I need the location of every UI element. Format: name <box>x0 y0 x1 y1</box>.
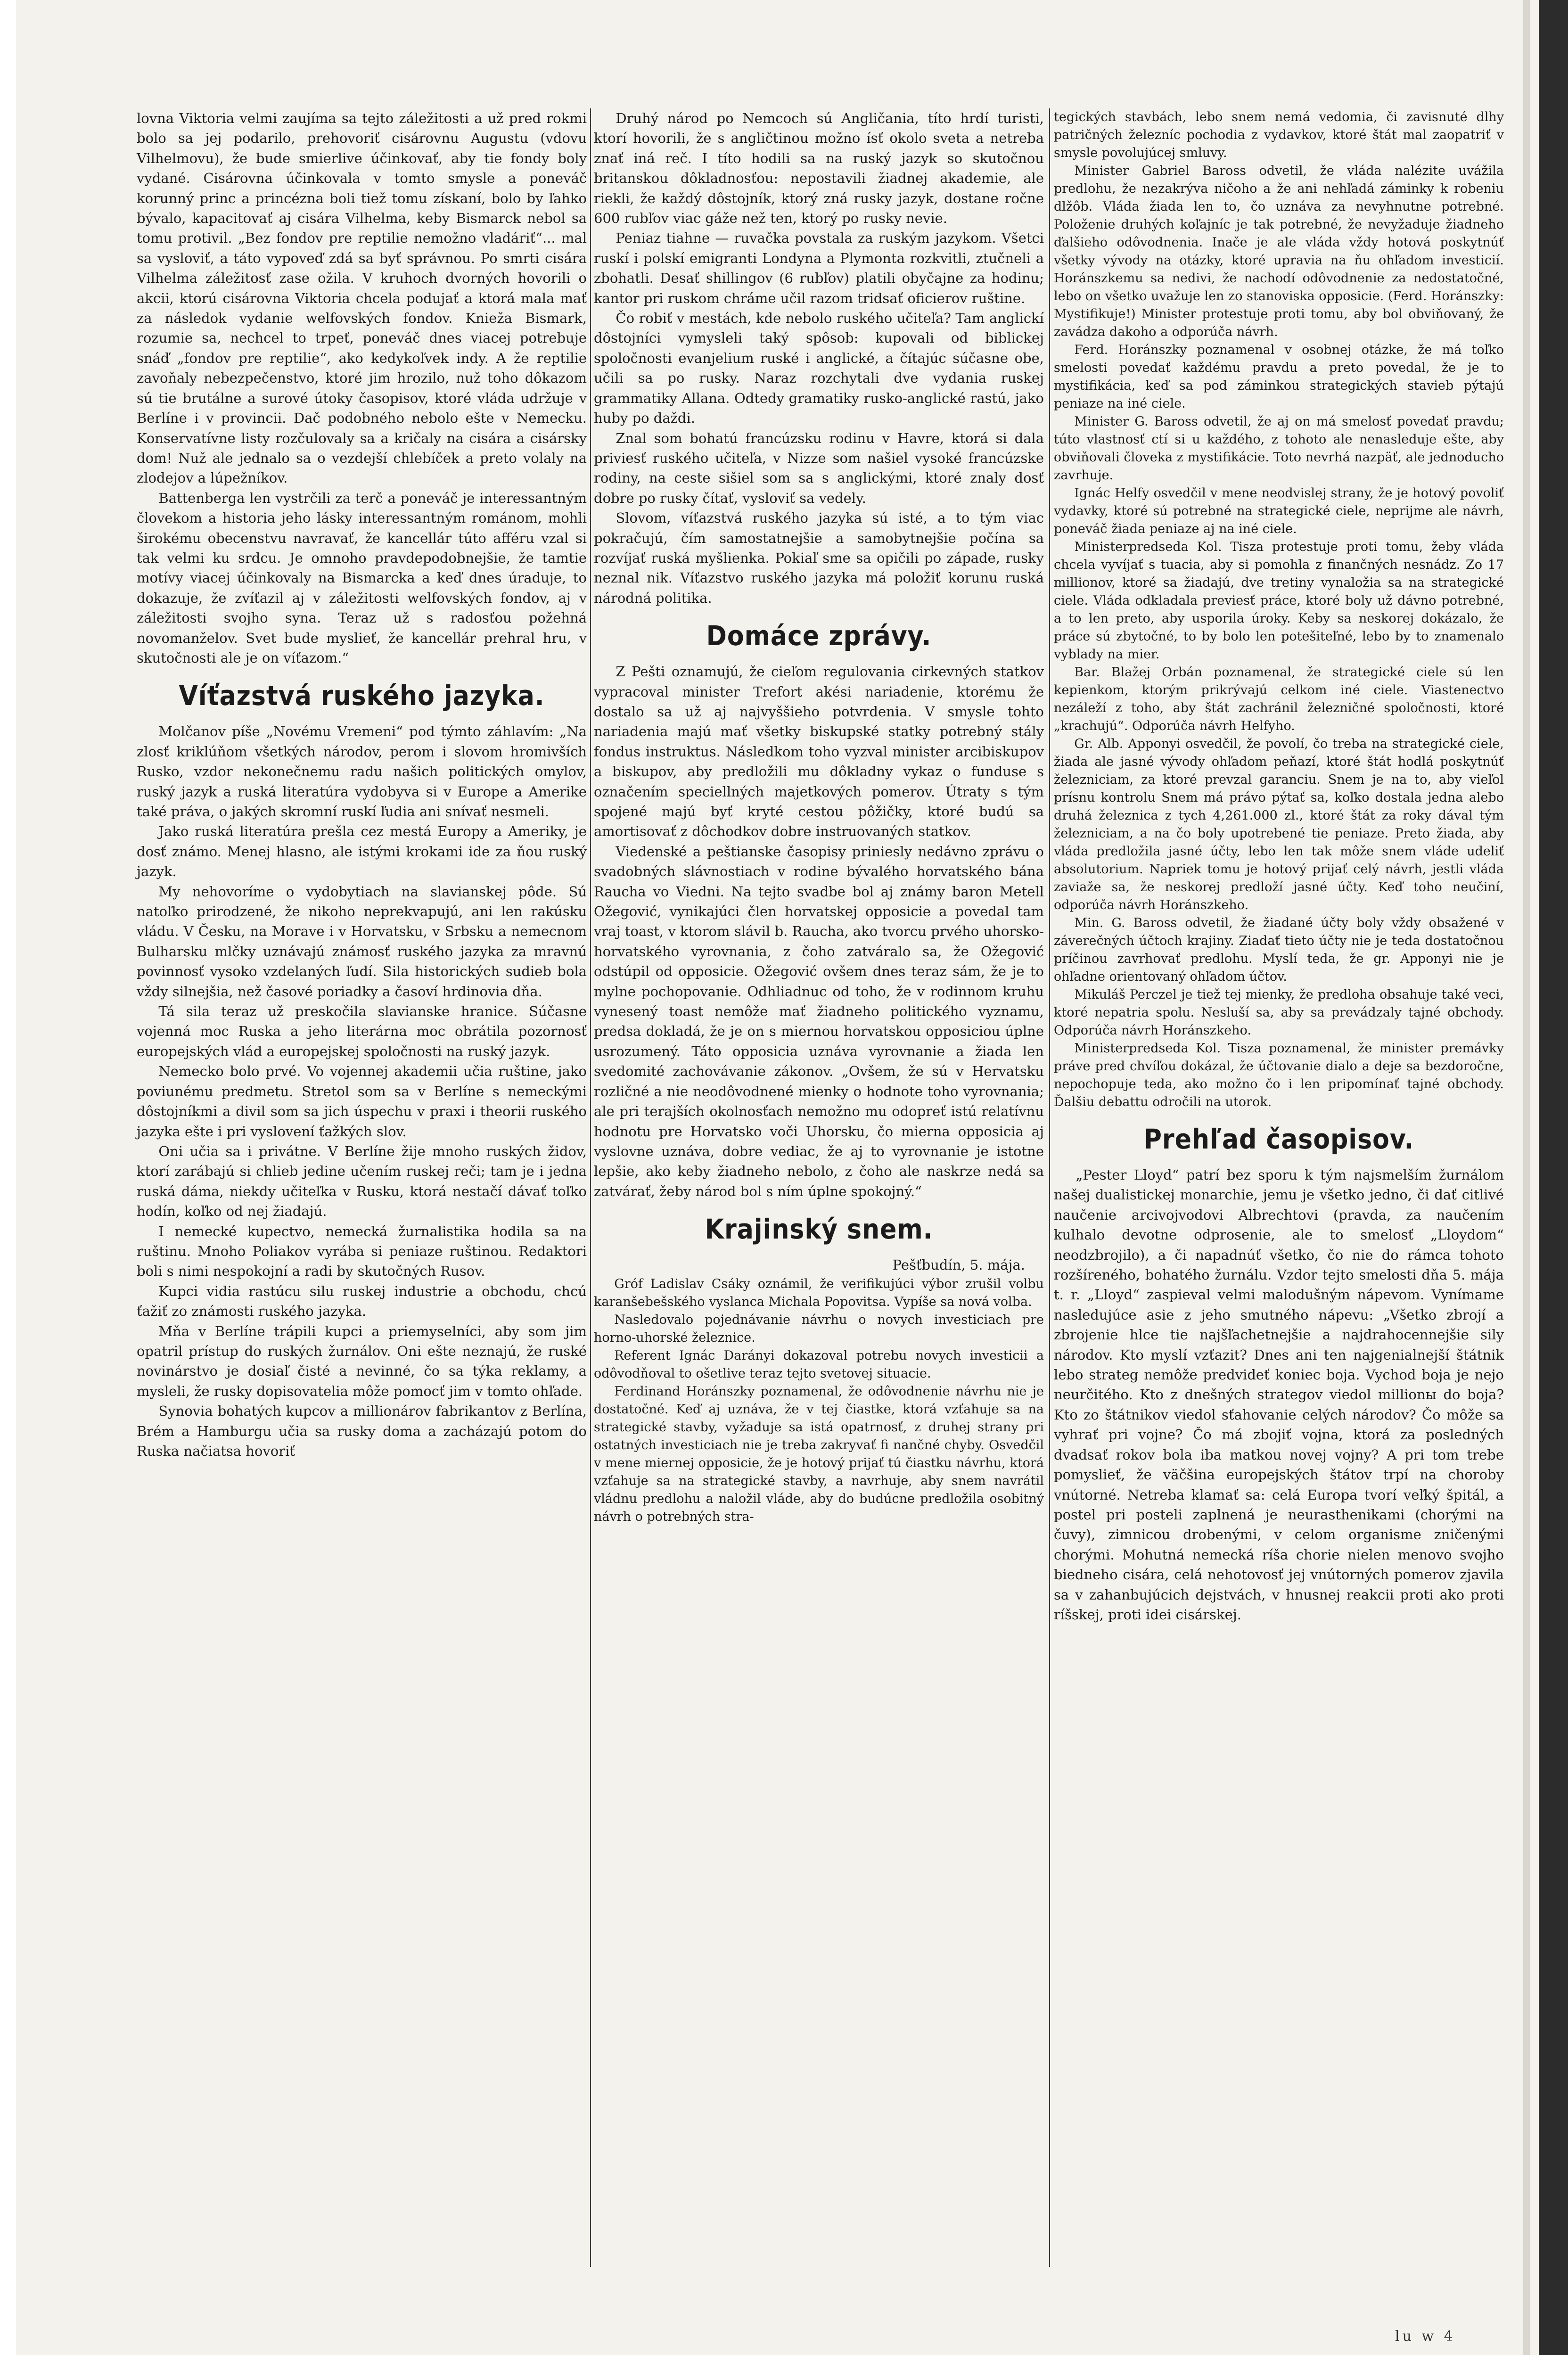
paragraph: Synovia bohatých kupcov a millionárov fabrikantov z Berlína, Brém a Hamburgu učia sa rusky doma a zacházajú potom do Ruska načiatsa hovoriť <box>137 1403 587 1459</box>
paragraph: Mikuláš Perczel je tiež tej mienky, že predloha obsahuje také veci, ktoré nepatria spolu. Nesluší sa, aby sa prevádzaly tajné obchody. Odporúča návrh Horánszkeho. <box>1054 987 1504 1038</box>
paragraph: Minister G. Baross odvetil, že aj on má smelosť povedať pravdu; túto vlastnosť ctí si u každého, z tohoto ale nenasleduje ešte, aby obviňovali človeka z mystifikácie. Toto nevrhá nazpäť, ale jednoducho zavrhuje. <box>1054 414 1504 483</box>
column-rule <box>1049 108 1050 2267</box>
column-3 <box>1054 108 1504 1625</box>
paragraph: Z Pešti oznamujú, že cieľom regulovania cirkevných statkov vypracoval minister Trefort akési nariadenie, ktorému že dostalo sa už aj najvyššieho potvrdenia. V smysle tohto nariadenia majú mať všetky biskupské statky potrebný stály fondus instruktus. Následkom toho vyzval minister arcibiskupov a biskupov, aby predložili mu dôkladny vykaz o funduse s označením speciellných majetkových pomerov. Útraty s tým spojené majú byť kryté cestou pôžičky, ktoré budú sa amortisovať z dôchodkov dobre instruovaných statkov. <box>594 664 1044 840</box>
scan-right-edge <box>1539 0 1568 2355</box>
paragraph: I nemecké kupectvo, nemecká žurnalistika hodila sa na ruštinu. Mnoho Poliakov vyrába si peniaze ruštinou. Redaktori boli s nimi nespokojní a radi by skutočných Rusov. <box>137 1223 587 1280</box>
section-heading: Krajinský snem. <box>705 1213 933 1246</box>
paragraph: Ignác Helfy osvedčil v mene neodvislej strany, že je hotový povoliť vydavky, ktoré sú potrebné na strategické ciele, neprijme ale návrh, poneváč žiada peniaze aj na iné ciele. <box>1054 486 1504 536</box>
paragraph: Tá sila teraz už preskočila slavianske hranice. Súčasne vojenná moc Ruska a jeho literárna moc obrátila pozornosť europejských vlád a europejskej spoločnosti na ruský jazyk. <box>137 1003 587 1059</box>
paragraph: Gr. Alb. Apponyi osvedčil, že povolí, čo treba na strategické ciele, žiada ale jasné vývody ohľadom peňazí, ktoré štát hodlá poskytnúť železniciam, za ktoré prevzal garanciu. Snem je na to, aby vieľol prísnu kontrolu Snem má právo pýtať sa, koľko dostala jedna alebo druhá železnica z tych 4,261.000 zl., ktoré štát za roky dával tým železniciam, a na čo boly upotrebené tie peniaze. Preto žiada, aby vláda predložila jasné účty, lebo len tak môže snem vláde udeliť absolutorium. Napriek tomu je hotový prijať celý návrh, jestli vláda zaviaže sa, že neskorej predloží jasné účty. Keď toho neučiní, odporúča návrh Horánszkeho. <box>1054 737 1504 912</box>
paragraph: Peniaz tiahne — ruvačka povstala za ruským jazykom. Všetci ruskí i polskí emigranti Londyna a Plymonta rozkvitli, ztučneli a zbohatli. Desať shillingov (6 rubľov) platili obyčajne za hodinu; kantor pri ruskom chráme učil razom tridsať oficierov ruštine. <box>594 230 1044 306</box>
section-heading: Domáce zprávy. <box>706 620 932 652</box>
paragraph: Min. G. Baross odvetil, že žiadané účty boly vždy obsažené v záverečných účtoch krajiny. Ziadať tieto účty nie je teda dostatočnou príčinou zavrhovať predlohu. Myslí teda, že gr. Apponyi nie je ohľadne orientovaný ohľadom účtov. <box>1054 916 1504 984</box>
dateline: Pešťbudín, 5. mája. <box>892 1257 1025 1273</box>
paragraph: Znal som bohatú francúzsku rodinu v Havre, ktorá si dala priviesť ruského učiteľa, v Nizze som našiel vysoké francúzske rodiny, na ceste sišiel som sa s anglickými, ktoré znaly dosť dobre po rusky čítať, vysloviť sa vedely. <box>594 430 1044 506</box>
paragraph: Viedenské a peštianske časopisy priniesly nedávno zprávu o svadobných slávnostiach v rodine bývalého horvatského bána Raucha vo Viedni. Na tejto svadbe bol aj známy baron Metell Ožegović, vynikajúci člen horvatskej opposicie a povedal tam vraj toast, v ktorom slávil b. Raucha, ako tvorcu prvého uhorsko-horvatského vyrovnania, z čoho zatváralo sa, že Ožegović odstúpil od opposicie. Ožegović ovšem dnes teraz sám, že je to mylne pochopovanie. Odhliadnuc od toho, že v rodinnom kruhu vynesený toast nemôže mať žiadneho politického vyznamu, predsa dokladá, že je on s miernou horvatskou opposiciou úplne usrozumený. Táto opposicia uznáva vyrovnanie a žiada len svedomité zachovávanie zákonov. „Ovšem, že sú v Hervatsku rozličné a nie neodôvodnené mienky o hodnote toho vyrovnania; ale pri terajších okolnosťach nemožno mu odopreť istú relatívnu hodnotu pre Horvatsko voči Uhorsku, čo mierna opposicia aj vyslovne uznáva, dobre vediac, že aj to vyrovnanie je istotne lepšie, ako keby žiadneho nebolo, z čoho ale naskrze nedá sa zatvárať, žeby národ bol s ním úplne spokojný.“ <box>594 843 1044 1199</box>
paragraph: Ministerpredseda Kol. Tisza poznamenal, že minister premávky práve pred chvíľou dokázal, že účtovanie dialo a deje sa bezdoročne, nepochopuje teda, ako možno čo i len pripomínať tajné obchody. Ďalšiu debattu odročili na utorok. <box>1054 1041 1504 1109</box>
paragraph: Kupci vidia rastúcu silu ruskej industrie a obchodu, chcú ťažiť zo známosti ruského jazyka. <box>137 1283 587 1320</box>
paragraph: „Pester Lloyd“ patrí bez sporu k tým najsmelším žurnálom našej dualistickej monarchie, jemu je všetko jedno, či dať citlivé naučenie arcivojvodovi Albrechtovi (pravda, za naučením kulhalo devotne odprosenie, ale to smelosť „Lloydom“ neodzbrojilo), a či napadnúť všetko, čo nie do rámca tohoto rozšíreného, bohatého žurnálu. Vzdor tejto smelosti dňa 5. mája t. r. „Lloyd“ zaspieval velmi malodušným nápevom. Vynímame nasledujúce asie z jeho smutného nápevu: „Všetko zbrojí a zbrojenie hlce tie najšľachetnejšie a najdrahocennejšie sily národov. Kto myslí vzťazit? Dnes ani ten najgenialnejší štátnik lebo strateg nemôže predvideť koniec boja. Vychod boja je nejo neurčitého. Kto z dnešných strategov viedol millionы do boja? Kto zo štátnikov viedol sťahovanie celých národov? Čo môže sa vyhrať pri vojne? Čo má zbojiť vojna, ktorá za posledných dvadsať rokov bola iba matkou novej vojny? A pri tom trebe pomyslieť, že väčšina europejských štátov trpí na choroby vnútorné. Netreba klamať sa: celá Europa tvorí veľký špitál, a postel pri posteli zaplnená je neurasthenikami (chorými na čuvy), zimnicou drobenými, v celom organisme zničenými chorými. Mohutná nemecká ríša chorie nielen menovo svojho biedneho cisára, celá nehotovosť jej vnútorných pomerov zjavila sa v zahanbujúcich dejstvách, v hnusnej reakcii proti ako proti ríšskej, proti idei cisárskej. <box>1054 1167 1504 1623</box>
paragraph: Molčanov píše „Novému Vremeni“ pod týmto záhlavím: „Na zlosť kriklúňom všetkých národov, perom i slovom hromivších Rusko, vzdor nekonečnemu radu našich politických omylov, ruský jazyk a ruská literatúra vydobyva si v Europe a Amerike také práva, o jakých skromní ruskí ľudia ani snívať nesmeli. <box>137 723 587 820</box>
paragraph: Jako ruská literatúra prešla cez mestá Europy a Ameriky, je dosť známo. Menej hlasno, ale istými krokami ide za ňou ruský jazyk. <box>137 823 587 880</box>
paragraph: Oni učia sa i privátne. V Berlíne žije mnoho ruských židov, ktorí zarábajú si chlieb jedine učením ruskej reči; tam je i jedna ruská dáma, niekdy učiteľka v Rusku, ktorá nestačí dávať toľko hodín, koľko od nej žiadajú. <box>137 1143 587 1220</box>
paragraph: Ferd. Horánszky poznamenal v osobnej otázke, že má toľko smelosti povedať každému pravdu a preto povedal, že je to mystifikácia, keď sa pod záminkou strategických stavieb pýtajú peniaze na iné ciele. <box>1054 343 1504 411</box>
paragraph: lovna Viktoria velmi zaujíma sa tejto záležitosti a už pred rokmi bolo sa jej podarilo, prehovoriť cisárovnu Augustu (vdovu Vilhelmovu), že bude smierlive účinkovať, aby tie fondy boly vydané. Cisárovna účinkovala v tomto smysle a poneváč korunný princ a princézna boli tiež tomu získaní, bolo by ľahko bývalo, kapacitovať aj cisára Vilhelma, keby Bismarck nebol sa tomu protivil. „Bez fondov pre reptilie nemožno vladáriť“... mal sa vysloviť, a táto vypoveď zdá sa byť správnou. Po smrti cisára Vilhelma záležitosť zase ožila. V kruhoch dvorných hovorili o akcii, ktorú cisárovna Viktoria chcela podujať a ktorá mala mať za následok vydanie welfovských fondov. Knieža Bismark, rozumie sa, nechcel to trpeť, poneváč dnes viacej potrebuje snáď „fondov pre reptilie“, ako kedykoľvek indy. A že reptilie zavoňaly nebezpečenstvo, ktoré jim hrozilo, nuž toho dôkazom sú tie brutálne a surové útoky časopisov, ktoré vláda udržuje v Berlíne i v provincii. Dač podobného nebolo ešte v Nemecku. Konservatívne listy rozčulovaly sa a kričaly na cisára a cisársky dom! Nuž ale jednalo sa o vezdejší chlebíček a preto volaly na zlodejov a lúpežníkov. <box>137 110 587 486</box>
paragraph: Čo robiť v mestách, kde nebolo ruského učiteľa? Tam anglickí dôstojníci vymysleli taký spôsob: kupovali od biblickej spoločnosti evanjelium ruské i anglické, a čítajúc súčasne obe, učili sa po rusky. Naraz rozchytali dve vydania ruskej grammatiky Allana. Odtedy gramatiky rusko-anglické rastú, jako huby po daždi. <box>594 310 1044 427</box>
paragraph: Referent Ignác Darányi dokazoval potrebu novych investicii a odôvodňoval to ošetlive teraz tejto svetovej situacie. <box>594 1348 1044 1381</box>
scan-left-margin <box>0 0 16 2355</box>
column-2 <box>594 108 1044 1526</box>
paragraph: Gróf Ladislav Csáky oznámil, že verifikujúci výbor zrušil volbu karanšebešského vyslanca Michala Popovitsa. Vypíše sa nová volba. <box>594 1276 1044 1309</box>
page-footer-mark: lu w 4 <box>1395 2328 1456 2345</box>
paragraph: Minister Gabriel Baross odvetil, že vláda nalézite uvážila predlohu, že nezakrýva ničoho a že ani nehľadá záminky k robeniu dlžôb. Vláda žiada len to, čo uznáva za nevyhnutne potrebné. Položenie druhých koľajníc je tak potrebné, že nevyžaduje žiadneho ďalšieho odôvodnenia. Inače je ale vláda vždy hotová poskytnúť všetky vývody na otázky, ktoré upravia na ňu ohľadom investicií. Horánszkemu sa nedivi, že nachodí odôvodnenie za nedostatočné, lebo on všetko uvažuje len zo stanoviska opposicie. (Ferd. Horánszky: Mystifikuje!) Minister protestuje proti tomu, aby bol obviňovaný, že zavádza dakoho a odporúča návrh. <box>1054 164 1504 339</box>
paragraph: Battenberga len vystrčili za terč a poneváč je interessantným človekom a historia jeho lásky interessantným románom, mohli širokému obecenstvu navravať, že kancellár túto afféru vzal si tak velmi ku srdcu. Je omnoho pravdepodobnejšie, že tamtie motívy viacej účinkovaly na Bismarcka a keď dnes úradujе, to dokazuje, že zvíťazil aj v záležitosti welfovských fondov, aj v záležitosti svojho syna. Teraz už s radosťou požehná novomanželov. Svet bude myslieť, že kancellár prehral hru, v skutočnosti ale je on víťazom.“ <box>137 490 587 666</box>
scan-right-fold <box>1523 0 1530 2355</box>
article-heading: Víťazstvá ruského jazyka. <box>179 680 545 712</box>
paragraph: Druhý národ po Nemcoch sú Angličania, títo hrdí turisti, ktorí hovorili, že s angličtinou možno ísť okolo sveta a netreba znať iná reč. I títo hodili sa na ruský jazyk so skutočnou britanskou dôkladnosťou: nepostavili žiadnej akademie, ale riekli, že každý dôstojník, ktorý zná rusky jazyk, dostane ročne 600 rubľov viac gáže než ten, ktorý po rusky nevie. <box>594 110 1044 227</box>
paragraph: Ferdinand Horánszky poznamenal, že odôvodnenie návrhu nie je dostatočné. Keď aj uznáva, že v tej čiastke, ktorá vzťahuje sa na strategické stavby, vyžaduje sa istá opatrnosť, z druhej strany pri ostatných investiciach nie je treba zakryvať fi nančné chyby. Osvedčil v mene miernej opposicie, že je hotový prijať tú čiastku návrhu, ktorá vzťahuje sa na strategické stavby, a navrhuje, aby snem navrátil vládnu predlohu a naložil vláde, aby do budúcne predložila osobitný návrh o potrebných stra- <box>594 1384 1044 1524</box>
paragraph: Ministerpredseda Kol. Tisza protestuje proti tomu, žeby vláda chcela vyvíjať s tuacia, aby si pomohla z finančných nesnádz. Zo 17 millionov, ktoré sa žiadajú, dve tretiny vynaložia sa na strategické ciele. Vláda odkladala previesť práce, ktoré boly už dávno potrebné, a to len preto, aby usporila úroky. Keby sa neskorej dokázalo, že práce sú zbytočné, to by bolo len potešiteľné, lebo by to znamenalo vyblady na mier. <box>1054 540 1504 662</box>
paragraph: tegických stavbách, lebo snem nemá vedomia, či zavisnuté dlhy patričných železníc pochodia z vydavkov, ktoré štát mal zaopatriť v smysle povolujúcej smluvy. <box>1054 110 1504 160</box>
column-1 <box>137 108 587 1461</box>
paragraph: Nasledovalo pojednávanie návrhu o novych investiciach pre horno-uhorské železnice. <box>594 1312 1044 1345</box>
column-rule <box>590 108 591 2267</box>
paragraph: My nehovoríme o vydobytiach na slavianskej pôde. Sú natoľko prirodzené, že nikoho neprekvapujú, ani len rakúsku vládu. V Česku, na Morave i v Horvatsku, v Srbsku a nemecnom Bulharsku mlčky uznávajú známosť ruského jazyka za mravnú povinnosť vysoko vzdelaných ľudí. Sila historických sudieb bola vždy silnejšia, než časové poriadky a časoví hrdinovia dňa. <box>137 883 587 1000</box>
paragraph: Slovom, víťazstvá ruského jazyka sú isté, a to tým viac pokračujú, čím samostatnejšie a samobytnejšie počína sa rozvíjať ruská myšlienka. Pokiaľ sme sa opičili po západe, rusky neznal nik. Víťazstvo ruského jazyka má položiť korunu ruská národná politika. <box>594 510 1044 606</box>
paragraph: Nemecko bolo prvé. Vo vojennej akademii učia ruštine, jako poviunému predmetu. Stretol som sa v Berlíne s nemeckými dôstojníkmi a divil som sa jich úspechu v praxi i theorii ruského jazyka ešte i pri vyslovení ťažkých slov. <box>137 1063 587 1140</box>
section-heading: Prehľad časopisov. <box>1143 1123 1414 1155</box>
paragraph: Mňa v Berlíne trápili kupci a priemyselníci, aby som jim opatril prístup do ruských žurnálov. Oni ešte neznajú, že ruské novinárstvo je dosiaľ čisté a nevinné, čo sa týka reklamy, a mysleli, že rusky dopisovatelia môže pomocť jim v tomto ohľade. <box>137 1323 587 1399</box>
paragraph: Bar. Blažej Orbán poznamenal, že strategické ciele sú len kepienkom, ktorým prikrývajú celkom iné ciele. Viastenectvo nezáleží z toho, aby štát zachránil železničné spoločnosti, ktoré „krachujú“. Odporúča návrh Helfyho. <box>1054 665 1504 733</box>
